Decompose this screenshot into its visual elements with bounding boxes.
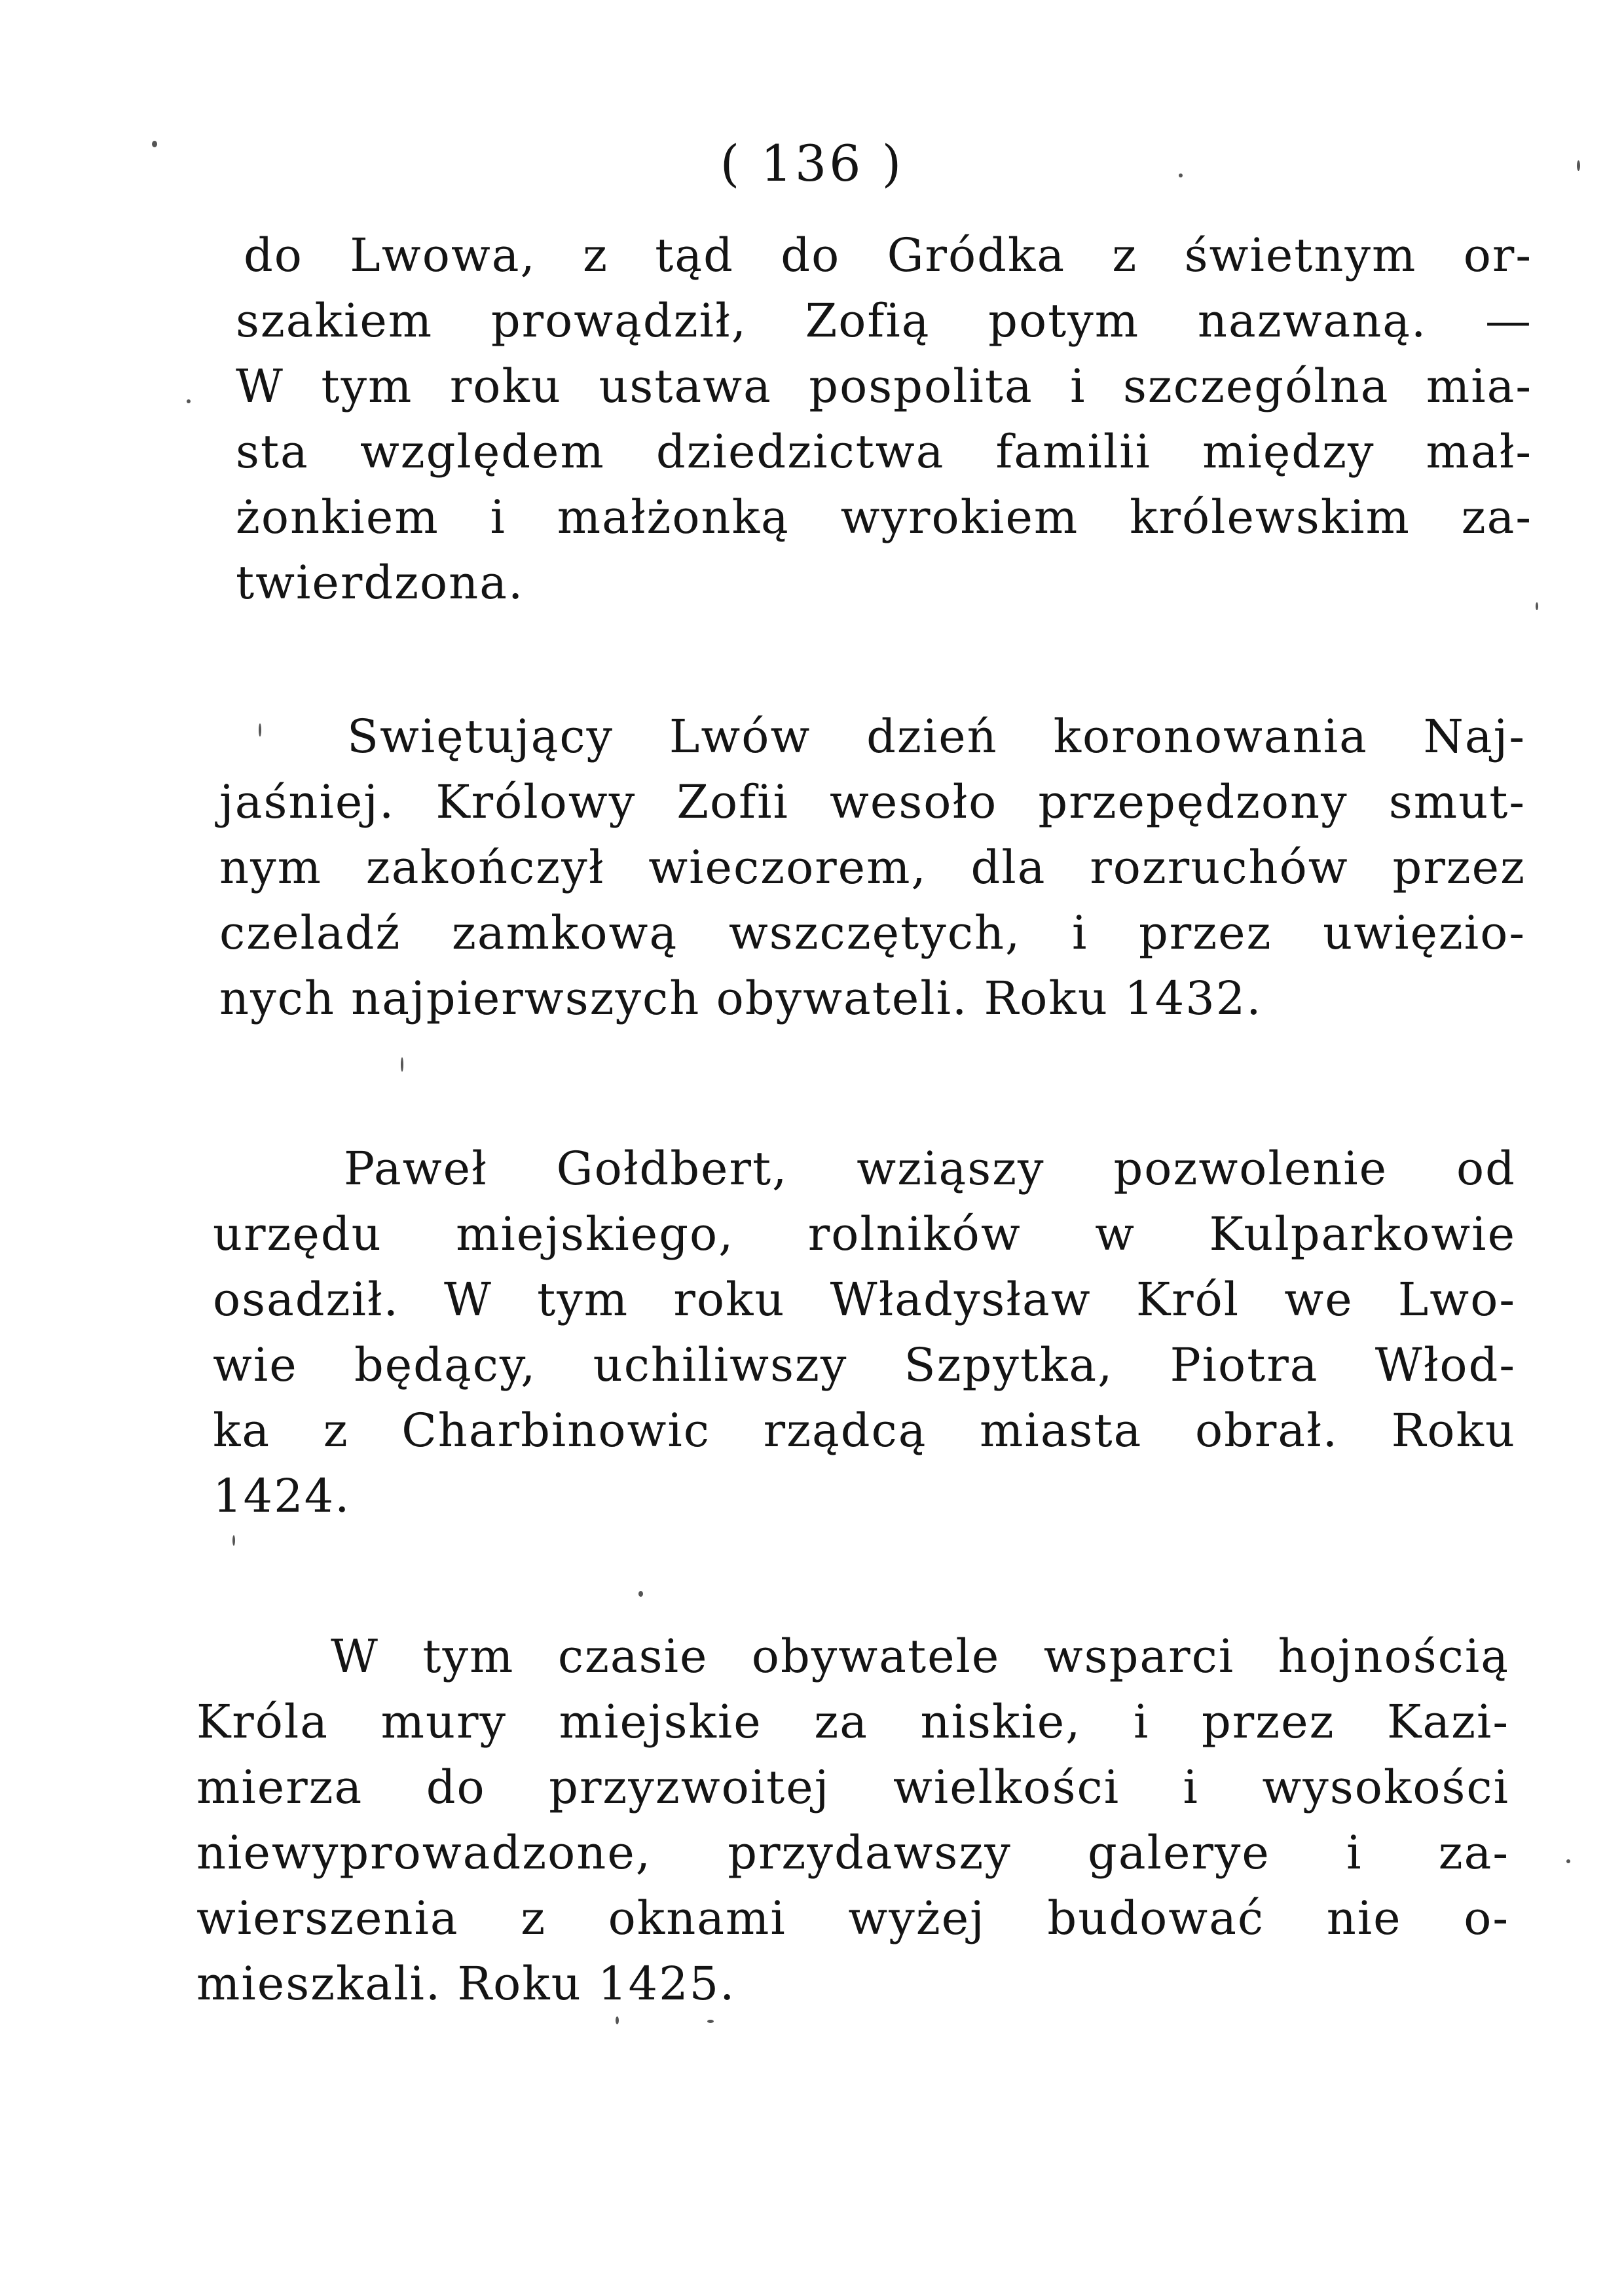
text-line: Swiętujący Lwów dzień koronowania Naj- xyxy=(347,710,1526,763)
scan-speck xyxy=(401,1057,403,1072)
text-line: jaśniej. Królowy Zofii wesoło przepędzony smut- xyxy=(219,775,1526,829)
text-line: nym zakończył wieczorem, dla rozruchów przez xyxy=(219,841,1526,894)
scan-speck xyxy=(187,399,191,403)
text-line: wie będący, uchiliwszy Szpytka, Piotra Włod- xyxy=(213,1338,1516,1392)
text-line: mierza do przyzwoitej wielkości i wysokości xyxy=(196,1760,1509,1814)
scan-speck xyxy=(616,2016,619,2024)
scan-speck xyxy=(1566,1859,1570,1863)
scan-speck xyxy=(707,2020,714,2023)
text-line: sta względem dziedzictwa familii między mał- xyxy=(236,425,1532,479)
scan-speck xyxy=(1536,602,1538,610)
text-line: żonkiem i małżonką wyrokiem królewskim za- xyxy=(236,490,1532,544)
text-line: Paweł Gołdbert, wziąszy pozwolenie od xyxy=(344,1142,1516,1195)
text-line: szakiem prowądził, Zofią potym nazwaną. — xyxy=(236,294,1532,348)
scan-speck xyxy=(638,1591,643,1597)
text-line: urzędu miejskiego, rolników w Kulparkowie xyxy=(213,1207,1516,1261)
scan-speck xyxy=(232,1535,235,1546)
text-line: W tym czasie obywatele wsparci hojnością xyxy=(331,1630,1509,1683)
text-line: do Lwowa, z tąd do Gródka z świetnym or- xyxy=(244,228,1532,282)
scan-speck xyxy=(259,723,261,737)
text-line: ka z Charbinowic rządcą miasta obrał. Roku xyxy=(213,1404,1516,1457)
text-line: czeladź zamkową wszczętych, i przez uwięzio- xyxy=(219,906,1526,960)
text-line: 1424. xyxy=(213,1469,351,1523)
text-line: mieszkali. Roku 1425. xyxy=(196,1957,736,2011)
text-line: twierdzona. xyxy=(236,556,525,610)
text-line: W tym roku ustawa pospolita i szczególna mia- xyxy=(236,359,1532,413)
text-line: nych najpierwszych obywateli. Roku 1432. xyxy=(219,972,1263,1025)
text-line: Króla mury miejskie za niskie, i przez Kazi- xyxy=(196,1695,1509,1749)
scan-speck xyxy=(1577,160,1580,171)
text-line: wierszenia z oknami wyżej budować nie o- xyxy=(196,1891,1509,1945)
scan-speck xyxy=(152,141,157,147)
text-line: niewyprowadzone, przydawszy galerye i za- xyxy=(196,1826,1509,1880)
scan-speck xyxy=(1179,173,1183,177)
page-number: ( 136 ) xyxy=(720,134,904,192)
text-line: osadził. W tym roku Władysław Król we Lwo- xyxy=(213,1273,1516,1326)
